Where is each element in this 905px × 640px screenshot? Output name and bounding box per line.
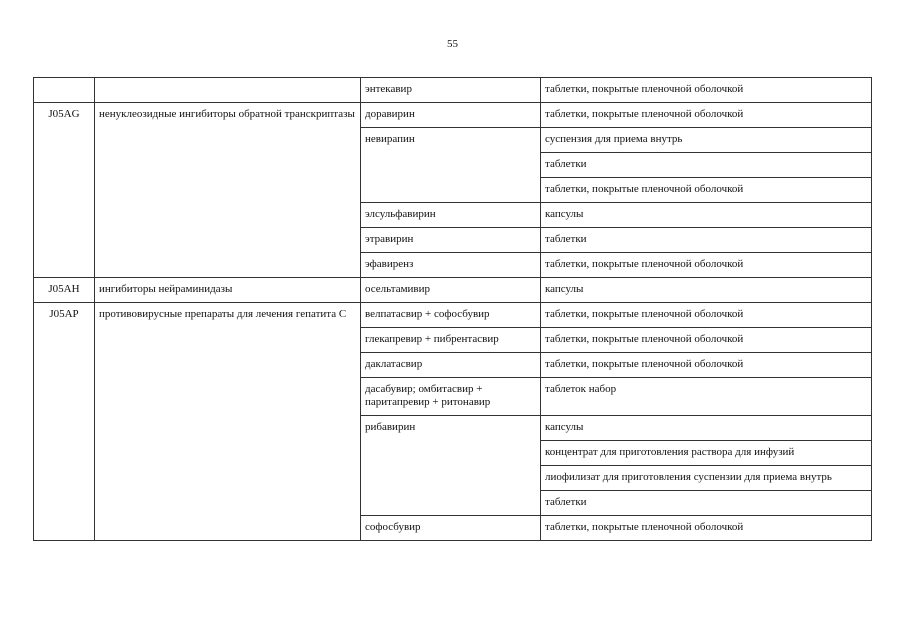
form-cell: таблетки, покрытые пленочной оболочкой (541, 78, 872, 103)
form-cell: таблетки, покрытые пленочной оболочкой (541, 303, 872, 328)
drug-cell: велпатасвир + софосбувир (361, 303, 541, 328)
table-row (34, 78, 872, 103)
form-cell: таблетки, покрытые пленочной оболочкой (541, 253, 872, 278)
form-cell: таблетки, покрытые пленочной оболочкой (541, 178, 872, 203)
atc-code-cell: J05AG (34, 103, 95, 278)
form-cell: капсулы (541, 278, 872, 303)
form-cell: таблетки (541, 491, 872, 516)
form-cell: таблетки, покрытые пленочной оболочкой (541, 103, 872, 128)
form-cell: концентрат для приготовления раствора для инфузий (541, 441, 872, 466)
drug-cell: элсульфавирин (361, 203, 541, 228)
page-number: 55 (447, 38, 458, 50)
atc-code-cell: J05AH (34, 278, 95, 303)
drug-cell: осельтамивир (361, 278, 541, 303)
drug-cell: рибавирин (361, 416, 541, 516)
drug-cell: даклатасвир (361, 353, 541, 378)
table-row (34, 278, 872, 303)
drug-cell: эфавиренз (361, 253, 541, 278)
form-cell: таблетки, покрытые пленочной оболочкой (541, 353, 872, 378)
form-cell: таблетки (541, 153, 872, 178)
form-cell: лиофилизат для приготовления суспензии для приема внутрь (541, 466, 872, 491)
drug-cell: софосбувир (361, 516, 541, 541)
drug-cell: этравирин (361, 228, 541, 253)
form-cell: таблеток набор (541, 378, 872, 416)
atc-code-cell (34, 78, 95, 103)
drug-table (33, 77, 872, 541)
form-cell: таблетки (541, 228, 872, 253)
drug-cell: невирапин (361, 128, 541, 203)
form-cell: таблетки, покрытые пленочной оболочкой (541, 516, 872, 541)
drug-cell: глекапревир + пибрентасвир (361, 328, 541, 353)
group-cell: противовирусные препараты для лечения гепатита С (95, 303, 361, 541)
atc-code-cell: J05AP (34, 303, 95, 541)
table-row (34, 103, 872, 128)
table-row (34, 303, 872, 328)
form-cell: капсулы (541, 416, 872, 441)
group-cell: ненуклеозидные ингибиторы обратной транскриптазы (95, 103, 361, 278)
drug-cell: доравирин (361, 103, 541, 128)
drug-cell: энтекавир (361, 78, 541, 103)
drug-cell: дасабувир; омбитасвир + паритапревир + ритонавир (361, 378, 541, 416)
group-cell: ингибиторы нейраминидазы (95, 278, 361, 303)
form-cell: капсулы (541, 203, 872, 228)
form-cell: суспензия для приема внутрь (541, 128, 872, 153)
group-cell (95, 78, 361, 103)
form-cell: таблетки, покрытые пленочной оболочкой (541, 328, 872, 353)
